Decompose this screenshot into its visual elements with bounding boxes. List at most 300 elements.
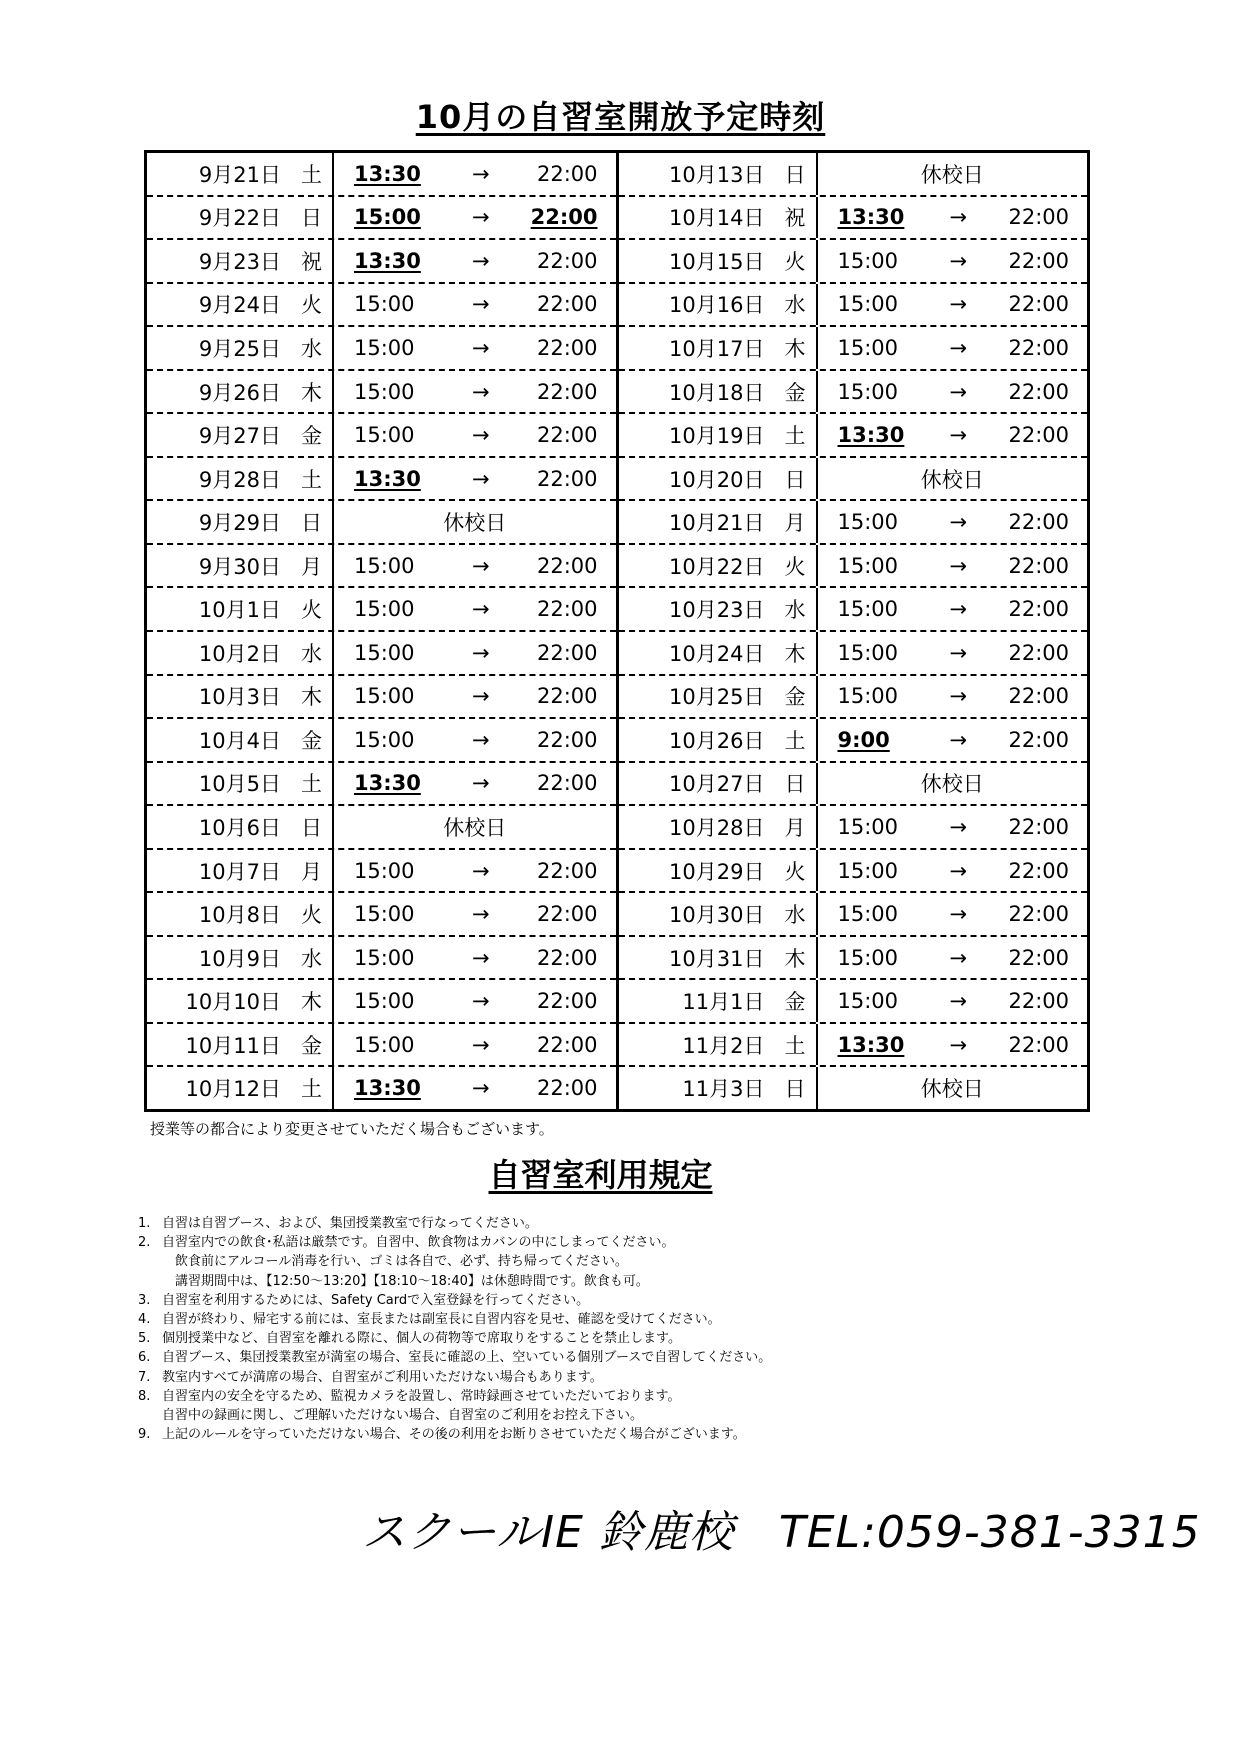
closed-label: 休校日 bbox=[443, 815, 507, 840]
footer-contact: スクールIE 鈴鹿校 TEL:059-381-3315 bbox=[362, 1507, 1201, 1558]
start-time: 9:00 bbox=[837, 727, 890, 752]
start-time: 13:30 bbox=[354, 161, 421, 186]
weekday-label: 日 bbox=[784, 772, 806, 797]
date-label: 11月3日 bbox=[682, 1077, 765, 1102]
date-label: 9月29日 bbox=[198, 511, 281, 536]
date-cell bbox=[619, 850, 818, 892]
rule-item bbox=[138, 1425, 1138, 1444]
weekday-label: 木 bbox=[784, 641, 806, 666]
rule-number: 3. bbox=[138, 1292, 151, 1308]
arrow-icon: → bbox=[949, 553, 968, 578]
weekday-label: 水 bbox=[301, 946, 322, 971]
start-time: 15:00 bbox=[354, 379, 415, 404]
start-time: 15:00 bbox=[354, 902, 415, 927]
schedule-row bbox=[147, 501, 616, 545]
arrow-icon: → bbox=[471, 248, 490, 273]
start-time: 15:00 bbox=[837, 248, 899, 273]
time-cell bbox=[818, 850, 1088, 892]
date-label: 10月12日 bbox=[185, 1077, 281, 1102]
arrow-icon: → bbox=[949, 727, 968, 752]
date-cell bbox=[147, 893, 334, 935]
date-cell bbox=[619, 153, 818, 195]
start-time: 15:00 bbox=[837, 335, 899, 360]
end-time: 22:00 bbox=[1008, 248, 1069, 273]
arrow-icon: → bbox=[471, 684, 490, 709]
weekday-label: 土 bbox=[784, 728, 806, 753]
weekday-label: 木 bbox=[301, 685, 322, 710]
date-cell bbox=[619, 371, 818, 413]
date-cell bbox=[147, 240, 334, 282]
time-cell bbox=[818, 197, 1088, 239]
rule-text: 講習期間中は、【12:50～13:20】【18:10～18:40】は休憩時間です。飲食も可。 bbox=[162, 1273, 649, 1289]
date-label: 9月23日 bbox=[198, 249, 281, 274]
date-label: 10月10日 bbox=[185, 990, 281, 1015]
weekday-label: 火 bbox=[784, 859, 806, 884]
start-time: 15:00 bbox=[837, 597, 899, 622]
end-time: 22:00 bbox=[536, 989, 598, 1014]
date-label: 11月1日 bbox=[682, 990, 765, 1015]
weekday-label: 火 bbox=[784, 554, 806, 579]
rule-text: 教室内すべてが満席の場合、自習室がご利用いただけない場合もあります。 bbox=[162, 1369, 603, 1385]
weekday-label: 月 bbox=[301, 859, 322, 884]
weekday-label: 日 bbox=[784, 162, 806, 187]
arrow-icon: → bbox=[949, 205, 968, 230]
end-time: 22:00 bbox=[536, 466, 598, 491]
date-label: 10月8日 bbox=[198, 903, 281, 928]
rule-text: 自習室内の安全を守るため、監視カメラを設置し、常時録画させていただいております。 bbox=[162, 1388, 681, 1404]
date-cell bbox=[619, 458, 818, 500]
schedule-row bbox=[619, 371, 1088, 415]
start-time: 13:30 bbox=[354, 248, 421, 273]
schedule-row bbox=[147, 371, 616, 415]
closed-label: 休校日 bbox=[920, 772, 984, 797]
arrow-icon: → bbox=[471, 989, 490, 1014]
schedule-row bbox=[619, 327, 1088, 371]
time-cell bbox=[334, 458, 616, 500]
rule-text: 上記のルールを守っていただけない場合、その後の利用をお断りさせていただく場合がございます。 bbox=[162, 1427, 746, 1443]
rule-item bbox=[138, 1310, 1138, 1329]
time-cell bbox=[334, 1024, 616, 1066]
rule-text: 自習室内での飲食･私語は厳禁です。自習中、飲食物はカバンの中にしまってください。 bbox=[162, 1235, 675, 1251]
date-cell bbox=[619, 1024, 818, 1066]
date-label: 10月11日 bbox=[185, 1033, 281, 1058]
date-cell bbox=[619, 763, 818, 805]
schedule-row bbox=[147, 414, 616, 458]
date-label: 10月23日 bbox=[669, 598, 765, 623]
arrow-icon: → bbox=[471, 335, 490, 360]
weekday-label: 木 bbox=[784, 946, 806, 971]
start-time: 15:00 bbox=[837, 902, 899, 927]
closed-label: 休校日 bbox=[920, 1077, 984, 1102]
weekday-label: 木 bbox=[784, 336, 806, 361]
date-cell bbox=[619, 1067, 818, 1109]
end-time: 22:00 bbox=[1008, 640, 1069, 665]
end-time: 22:00 bbox=[1008, 902, 1069, 927]
date-label: 10月28日 bbox=[669, 815, 765, 840]
rule-text: 自習は自習ブース、および、集団授業教室で行なってください。 bbox=[162, 1216, 538, 1231]
start-time: 15:00 bbox=[837, 510, 899, 535]
end-time: 22:00 bbox=[1008, 292, 1069, 317]
schedule-row bbox=[619, 850, 1088, 894]
arrow-icon: → bbox=[471, 727, 490, 752]
weekday-label: 月 bbox=[784, 511, 806, 536]
start-time: 15:00 bbox=[837, 858, 899, 883]
weekday-label: 金 bbox=[784, 685, 806, 710]
date-label: 10月6日 bbox=[198, 815, 281, 840]
weekday-label: 日 bbox=[784, 467, 806, 492]
start-time: 15:00 bbox=[354, 945, 415, 970]
arrow-icon: → bbox=[471, 466, 490, 491]
date-cell bbox=[147, 153, 334, 195]
rule-item bbox=[138, 1233, 1138, 1291]
date-label: 10月26日 bbox=[669, 728, 765, 753]
date-cell bbox=[619, 806, 818, 848]
rule-item bbox=[138, 1214, 1138, 1233]
rule-number: 1. bbox=[138, 1216, 151, 1231]
time-cell bbox=[334, 980, 616, 1022]
date-cell bbox=[619, 284, 818, 326]
rule-item bbox=[138, 1348, 1138, 1367]
weekday-label: 祝 bbox=[301, 249, 322, 274]
weekday-label: 金 bbox=[301, 728, 322, 753]
arrow-icon: → bbox=[471, 640, 490, 665]
time-cell bbox=[818, 676, 1088, 718]
rule-text: 自習中の録画に関し、ご理解いただけない場合、自習室のご利用をお控え下さい。 bbox=[162, 1408, 644, 1424]
date-label: 10月13日 bbox=[669, 162, 765, 187]
arrow-icon: → bbox=[949, 379, 968, 404]
weekday-label: 火 bbox=[301, 598, 322, 623]
date-cell bbox=[147, 458, 334, 500]
start-time: 15:00 bbox=[354, 597, 415, 622]
end-time: 22:00 bbox=[536, 727, 598, 752]
arrow-icon: → bbox=[471, 1032, 490, 1057]
start-time: 13:30 bbox=[837, 423, 905, 448]
arrow-icon: → bbox=[949, 597, 968, 622]
date-cell bbox=[619, 676, 818, 718]
start-time: 15:00 bbox=[837, 379, 899, 404]
date-cell bbox=[147, 676, 334, 718]
end-time: 22:00 bbox=[536, 684, 598, 709]
schedule-row bbox=[619, 980, 1088, 1024]
schedule-row bbox=[147, 1067, 616, 1109]
date-label: 10月17日 bbox=[669, 336, 765, 361]
rule-number: 7. bbox=[138, 1369, 151, 1385]
time-cell bbox=[334, 284, 616, 326]
schedule-row bbox=[619, 545, 1088, 589]
rules-title: 自習室利用規定 bbox=[488, 1156, 713, 1194]
time-cell bbox=[818, 893, 1088, 935]
schedule-row bbox=[147, 458, 616, 502]
weekday-label: 水 bbox=[301, 641, 322, 666]
schedule-row bbox=[147, 763, 616, 807]
schedule-note: 授業等の都合により変更させていただく場合もございます。 bbox=[150, 1120, 554, 1138]
arrow-icon: → bbox=[949, 292, 968, 317]
end-time: 22:00 bbox=[1008, 989, 1069, 1014]
end-time: 22:00 bbox=[536, 597, 598, 622]
date-label: 9月25日 bbox=[198, 336, 281, 361]
end-time: 22:00 bbox=[1008, 597, 1069, 622]
time-cell bbox=[334, 197, 616, 239]
arrow-icon: → bbox=[949, 1032, 968, 1057]
schedule-row bbox=[619, 806, 1088, 850]
schedule-row bbox=[147, 153, 616, 197]
schedule-row bbox=[147, 893, 616, 937]
time-cell bbox=[334, 1067, 616, 1109]
arrow-icon: → bbox=[949, 858, 968, 883]
date-label: 11月2日 bbox=[682, 1033, 765, 1058]
schedule-row bbox=[619, 458, 1088, 502]
date-label: 10月18日 bbox=[669, 380, 765, 405]
schedule-row bbox=[619, 284, 1088, 328]
date-label: 10月5日 bbox=[198, 772, 281, 797]
date-cell bbox=[147, 414, 334, 456]
time-cell bbox=[334, 937, 616, 979]
date-cell bbox=[147, 850, 334, 892]
closed-label: 休校日 bbox=[920, 162, 984, 187]
schedule-row bbox=[619, 676, 1088, 720]
time-cell bbox=[818, 501, 1088, 543]
date-label: 9月28日 bbox=[198, 467, 281, 492]
time-cell bbox=[334, 371, 616, 413]
start-time: 15:00 bbox=[837, 945, 899, 970]
date-label: 10月4日 bbox=[198, 728, 281, 753]
schedule-row bbox=[619, 153, 1088, 197]
start-time: 13:30 bbox=[837, 205, 905, 230]
start-time: 15:00 bbox=[354, 335, 415, 360]
weekday-label: 月 bbox=[301, 554, 322, 579]
date-label: 9月21日 bbox=[198, 162, 281, 187]
date-label: 9月24日 bbox=[198, 293, 281, 318]
start-time: 15:00 bbox=[354, 684, 415, 709]
date-label: 10月30日 bbox=[669, 903, 765, 928]
end-time: 22:00 bbox=[1008, 510, 1069, 535]
weekday-label: 日 bbox=[301, 511, 322, 536]
arrow-icon: → bbox=[471, 858, 490, 883]
schedule-row bbox=[619, 937, 1088, 981]
end-time: 22:00 bbox=[1008, 553, 1069, 578]
weekday-label: 水 bbox=[784, 293, 806, 318]
schedule-row bbox=[147, 588, 616, 632]
weekday-label: 火 bbox=[784, 249, 806, 274]
time-cell bbox=[818, 937, 1088, 979]
start-time: 15:00 bbox=[354, 1032, 415, 1057]
end-time: 22:00 bbox=[536, 335, 598, 360]
date-label: 9月30日 bbox=[198, 554, 281, 579]
arrow-icon: → bbox=[949, 945, 968, 970]
rule-item bbox=[138, 1368, 1138, 1387]
time-cell bbox=[818, 240, 1088, 282]
date-cell bbox=[147, 327, 334, 369]
schedule-row bbox=[619, 240, 1088, 284]
date-cell bbox=[619, 501, 818, 543]
time-cell bbox=[334, 763, 616, 805]
date-label: 10月27日 bbox=[669, 772, 765, 797]
schedule-right-column bbox=[619, 153, 1088, 1109]
date-cell bbox=[147, 545, 334, 587]
schedule-row bbox=[147, 197, 616, 241]
time-cell bbox=[818, 980, 1088, 1022]
time-cell bbox=[334, 153, 616, 195]
date-label: 10月15日 bbox=[669, 249, 765, 274]
schedule-row bbox=[619, 1024, 1088, 1068]
end-time: 22:00 bbox=[536, 771, 598, 796]
date-label: 10月24日 bbox=[669, 641, 765, 666]
date-label: 10月19日 bbox=[669, 424, 765, 449]
weekday-label: 木 bbox=[301, 380, 322, 405]
schedule-table bbox=[144, 150, 1090, 1112]
rule-text: 自習室を利用するためには、Safety Cardで入室登録を行ってください。 bbox=[162, 1292, 590, 1308]
end-time: 22:00 bbox=[536, 379, 598, 404]
date-label: 10月14日 bbox=[669, 206, 765, 231]
time-cell bbox=[818, 1024, 1088, 1066]
time-cell bbox=[818, 414, 1088, 456]
schedule-row bbox=[619, 1067, 1088, 1109]
date-label: 9月27日 bbox=[198, 424, 281, 449]
weekday-label: 土 bbox=[784, 1033, 806, 1058]
weekday-label: 金 bbox=[301, 1033, 322, 1058]
date-cell bbox=[619, 719, 818, 761]
date-label: 10月7日 bbox=[198, 859, 281, 884]
end-time: 22:00 bbox=[536, 248, 598, 273]
start-time: 15:00 bbox=[354, 989, 415, 1014]
end-time: 22:00 bbox=[1008, 684, 1069, 709]
closed-label: 休校日 bbox=[443, 511, 507, 536]
rules-list bbox=[138, 1214, 1138, 1444]
date-label: 10月2日 bbox=[198, 641, 281, 666]
date-cell bbox=[147, 937, 334, 979]
date-cell bbox=[619, 937, 818, 979]
end-time: 22:00 bbox=[1008, 423, 1069, 448]
time-cell bbox=[818, 588, 1088, 630]
start-time: 15:00 bbox=[837, 814, 899, 839]
start-time: 15:00 bbox=[837, 292, 899, 317]
schedule-row bbox=[147, 284, 616, 328]
weekday-label: 日 bbox=[301, 206, 322, 231]
weekday-label: 火 bbox=[301, 293, 322, 318]
arrow-icon: → bbox=[949, 335, 968, 360]
time-cell bbox=[818, 284, 1088, 326]
end-time: 22:00 bbox=[1008, 335, 1069, 360]
date-cell bbox=[619, 893, 818, 935]
start-time: 15:00 bbox=[837, 640, 899, 665]
weekday-label: 金 bbox=[784, 380, 806, 405]
end-time: 22:00 bbox=[536, 1076, 598, 1101]
time-cell bbox=[818, 719, 1088, 761]
schedule-row bbox=[147, 980, 616, 1024]
date-cell bbox=[619, 414, 818, 456]
date-cell bbox=[619, 632, 818, 674]
end-time: 22:00 bbox=[1008, 727, 1069, 752]
weekday-label: 水 bbox=[301, 336, 322, 361]
rule-number: 4. bbox=[138, 1312, 151, 1328]
schedule-row bbox=[147, 545, 616, 589]
weekday-label: 金 bbox=[784, 990, 806, 1015]
weekday-label: 土 bbox=[301, 1077, 322, 1102]
start-time: 15:00 bbox=[354, 727, 415, 752]
weekday-label: 祝 bbox=[784, 206, 806, 231]
schedule-row bbox=[147, 1024, 616, 1068]
schedule-row bbox=[619, 893, 1088, 937]
end-time: 22:00 bbox=[1008, 205, 1069, 230]
date-label: 10月25日 bbox=[669, 685, 765, 710]
weekday-label: 日 bbox=[784, 1077, 806, 1102]
end-time: 22:00 bbox=[530, 205, 598, 230]
schedule-row bbox=[147, 240, 616, 284]
start-time: 15:00 bbox=[837, 989, 899, 1014]
time-cell bbox=[334, 632, 616, 674]
time-cell bbox=[818, 327, 1088, 369]
rule-number: 5. bbox=[138, 1331, 151, 1347]
arrow-icon: → bbox=[471, 597, 490, 622]
arrow-icon: → bbox=[471, 902, 490, 927]
date-label: 10月20日 bbox=[669, 467, 765, 492]
date-label: 10月9日 bbox=[198, 946, 281, 971]
schedule-row bbox=[619, 501, 1088, 545]
weekday-label: 日 bbox=[301, 815, 322, 840]
end-time: 22:00 bbox=[1008, 379, 1069, 404]
date-label: 10月3日 bbox=[198, 685, 281, 710]
schedule-row bbox=[619, 719, 1088, 763]
weekday-label: 土 bbox=[301, 772, 322, 797]
weekday-label: 水 bbox=[784, 598, 806, 623]
end-time: 22:00 bbox=[1008, 1032, 1069, 1057]
weekday-label: 土 bbox=[301, 162, 322, 187]
rule-item bbox=[138, 1291, 1138, 1310]
date-cell bbox=[619, 327, 818, 369]
date-cell bbox=[147, 632, 334, 674]
arrow-icon: → bbox=[471, 553, 490, 578]
page-title: 10月の自習室開放予定時刻 bbox=[415, 98, 826, 136]
weekday-label: 木 bbox=[301, 990, 322, 1015]
time-cell bbox=[334, 240, 616, 282]
time-cell bbox=[334, 719, 616, 761]
schedule-row bbox=[147, 719, 616, 763]
date-cell bbox=[147, 980, 334, 1022]
date-cell bbox=[147, 719, 334, 761]
schedule-row bbox=[147, 806, 616, 850]
arrow-icon: → bbox=[949, 902, 968, 927]
end-time: 22:00 bbox=[536, 292, 598, 317]
schedule-row bbox=[619, 197, 1088, 241]
date-label: 10月1日 bbox=[198, 598, 281, 623]
time-cell bbox=[334, 545, 616, 587]
start-time: 15:00 bbox=[354, 423, 415, 448]
time-cell bbox=[818, 545, 1088, 587]
rule-text: 自習が終わり、帰宅する前には、室長または副室長に自習内容を見せ、確認を受けてください。 bbox=[162, 1312, 721, 1328]
date-cell bbox=[147, 588, 334, 630]
schedule-row bbox=[147, 632, 616, 676]
end-time: 22:00 bbox=[536, 945, 598, 970]
date-cell bbox=[147, 1024, 334, 1066]
start-time: 13:30 bbox=[837, 1032, 905, 1057]
start-time: 13:30 bbox=[354, 466, 421, 491]
arrow-icon: → bbox=[949, 684, 968, 709]
arrow-icon: → bbox=[471, 945, 490, 970]
arrow-icon: → bbox=[949, 510, 968, 535]
arrow-icon: → bbox=[471, 379, 490, 404]
date-cell bbox=[147, 197, 334, 239]
start-time: 15:00 bbox=[354, 553, 415, 578]
time-cell bbox=[334, 850, 616, 892]
arrow-icon: → bbox=[471, 205, 490, 230]
date-cell bbox=[147, 763, 334, 805]
start-time: 13:30 bbox=[354, 1076, 421, 1101]
date-label: 9月26日 bbox=[198, 380, 281, 405]
date-label: 10月21日 bbox=[669, 511, 765, 536]
date-cell bbox=[619, 197, 818, 239]
end-time: 22:00 bbox=[536, 1032, 598, 1057]
schedule-row bbox=[147, 676, 616, 720]
